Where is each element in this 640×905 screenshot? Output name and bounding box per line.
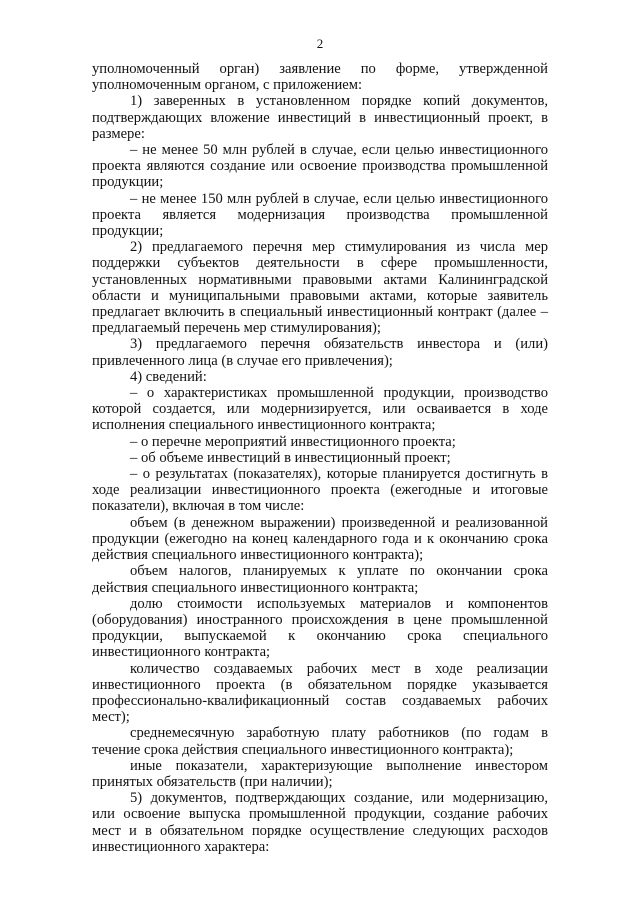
paragraph: уполномоченный орган) заявление по форме, утвержденной уполномоченным органом, с приложением: — [92, 61, 548, 94]
paragraph: среднемесячную заработную плату работников (по годам в течение срока действия специального инвестиционного контракта); — [92, 725, 548, 758]
paragraph: – не менее 50 млн рублей в случае, если целью инвестиционного проекта являются создание или освоение производства промышленной продукции; — [92, 142, 548, 191]
paragraph: – о перечне мероприятий инвестиционного проекта; — [130, 433, 456, 450]
paragraph: 3) предлагаемого перечня обязательств инвестора и (или) привлеченного лица (в случае его привлечения); — [92, 336, 548, 369]
paragraph: объем налогов, планируемых к уплате по окончании срока действия специального инвестиционного контракта; — [92, 563, 548, 596]
paragraph: 2) предлагаемого перечня мер стимулирования из числа мер поддержки субъектов деятельности в сфере промышленности, установленных нормативными правовыми актами Калининградской области и муниципальными правовыми актами, которые заявитель предлагает включить в специальный инвестиционный контракт (далее – предлагаемый перечень мер стимулирования); — [92, 239, 548, 337]
paragraph: объем (в денежном выражении) произведенной и реализованной продукции (ежегодно на конец календарного года и к окончанию срока действия специального инвестиционного контракта); — [92, 514, 548, 564]
paragraph: – о характеристиках промышленной продукции, производство которой создается, или модернизируется, или осваивается в ходе исполнения специального инвестиционного контракта; — [92, 385, 548, 434]
paragraph: иные показатели, характеризующие выполнение инвестором принятых обязательств (при наличии); — [92, 757, 548, 790]
paragraph: 5) документов, подтверждающих создание, или модернизацию, или освоение выпуска промышленной продукции, создание рабочих мест и в обязательном порядке осуществление следующих расходов инвестиционного характера: — [92, 790, 548, 855]
page-number: 2 — [316, 36, 324, 51]
paragraph: количество создаваемых рабочих мест в ходе реализации инвестиционного проекта (в обязательном порядке указывается профессионально-квалификационный состав создаваемых рабочих мест); — [92, 660, 548, 726]
paragraph: 4) сведений: — [130, 368, 207, 385]
paragraph: – не менее 150 млн рублей в случае, если целью инвестиционного проекта является модернизация производства промышленной продукции; — [92, 190, 548, 240]
paragraph: – об объеме инвестиций в инвестиционный проект; — [130, 449, 451, 466]
paragraph: долю стоимости используемых материалов и компонентов (оборудования) иностранного происхождения в цене промышленной продукции, выпускаемой к окончанию срока специального инвестиционного контракта; — [92, 595, 548, 661]
body-text — [92, 61, 548, 855]
paragraph: 1) заверенных в установленном порядке копий документов, подтверждающих вложение инвестиций в инвестиционный проект, в размере: — [92, 93, 548, 142]
paragraph: – о результатах (показателях), которые планируется достигнуть в ходе реализации инвестиционного проекта (ежегодные и итоговые показатели), включая в том числе: — [92, 466, 548, 515]
